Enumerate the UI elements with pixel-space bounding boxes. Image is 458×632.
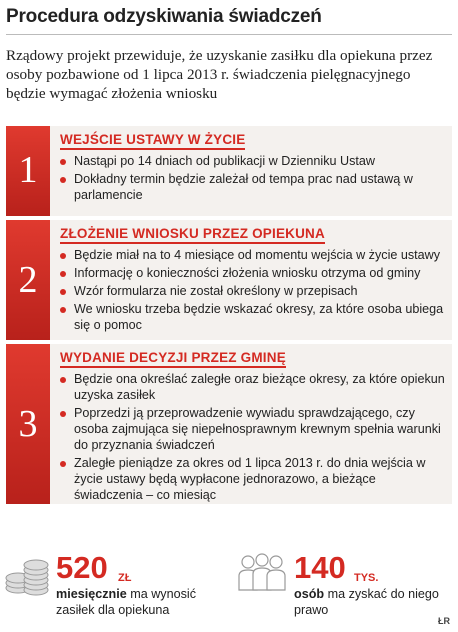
step-items [60, 371, 446, 505]
stat-rest: ma zyskać do niego prawo [294, 587, 439, 617]
list-item: Informację o konieczności złożenia wniosku otrzyma od gminy [60, 265, 446, 281]
stat-unit: TYS. [354, 572, 379, 584]
list-item: Zaległe pieniądze za okres od 1 lipca 2013 r. do dnia wejścia w życie ustawy będą wypłacone jednorazowo, a bieżące świadczenia – co miesiąc [60, 455, 446, 503]
stat-emphasis: miesięcznie [56, 587, 127, 601]
step-number: 1 [18, 149, 38, 191]
step-heading: ZŁOŻENIE WNIOSKU PRZEZ OPIEKUNA [60, 226, 325, 244]
list-item: Będzie ona określać zaległe oraz bieżące okresy, za które opiekun uzyska zasiłek [60, 371, 446, 403]
step-number-badge [6, 344, 50, 504]
step-number: 3 [18, 403, 38, 445]
step-3 [6, 344, 452, 504]
step-body [50, 344, 452, 504]
stat-unit: ZŁ [118, 572, 132, 584]
stat-value: 140 [294, 550, 346, 585]
stat-emphasis: osób [294, 587, 325, 601]
list-item: Dokładny termin będzie zależał od tempa prac nad ustawą w parlamencie [60, 171, 446, 203]
stat-value: 520 [56, 550, 108, 585]
credit-initials: ŁR [438, 616, 450, 626]
stat-description [56, 586, 206, 618]
step-heading: WYDANIE DECYZJI PRZEZ GMINĘ [60, 350, 286, 368]
list-item: Będzie miał na to 4 miesiące od momentu wejścia w życie ustawy [60, 247, 446, 263]
page-title: Procedura odzyskiwania świadczeń [6, 6, 322, 27]
step-1 [6, 126, 452, 216]
stat-description [294, 586, 444, 618]
stat-rest: ma wynosić zasiłek dla opiekuna [56, 587, 197, 617]
step-body [50, 220, 452, 340]
title-divider [6, 34, 452, 35]
intro-text: Rządowy projekt przewiduje, że uzyskanie zasiłku dla opiekuna przez osoby pozbawione od 1 lipca 2013 r. świadczenia pielęgnacyjnego będzie wymagać złożenia wniosku [6, 47, 433, 102]
step-number: 2 [18, 259, 38, 301]
step-2 [6, 220, 452, 340]
list-item: Wzór formularza nie został określony w przepisach [60, 283, 446, 299]
step-body [50, 126, 452, 216]
step-heading: WEJŚCIE USTAWY W ŻYCIE [60, 132, 245, 150]
step-number-badge [6, 220, 50, 340]
step-items [60, 153, 446, 205]
list-item: Poprzedzi ją przeprowadzenie wywiadu sprawdzającego, czy osoba zajmująca się niepełnosprawnym krewnym spełnia warunki do przyznania świadczeń [60, 405, 446, 453]
step-number-badge [6, 126, 50, 216]
step-items [60, 247, 446, 335]
people-icon [236, 550, 288, 598]
coins-icon [4, 550, 50, 598]
list-item: We wniosku trzeba będzie wskazać okresy, za które osoba ubiega się o pomoc [60, 301, 446, 333]
list-item: Nastąpi po 14 dniach od publikacji w Dzienniku Ustaw [60, 153, 446, 169]
